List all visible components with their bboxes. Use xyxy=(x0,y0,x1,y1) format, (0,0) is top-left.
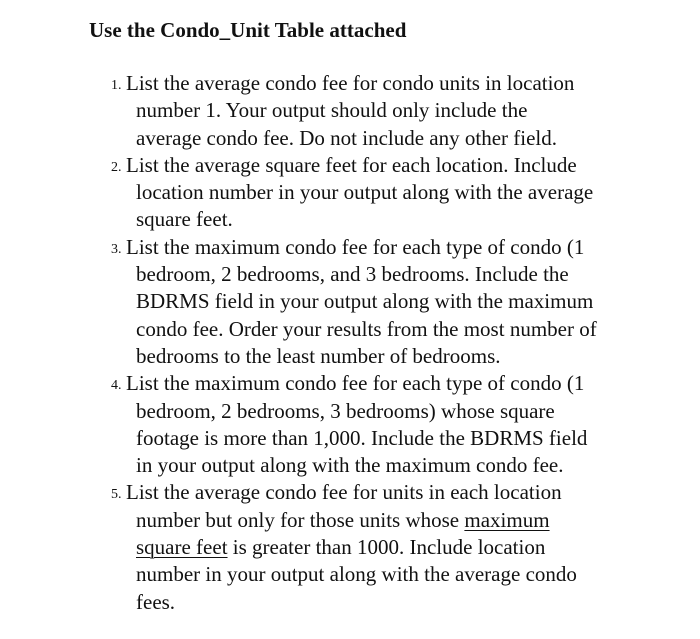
question-line xyxy=(136,534,660,561)
question-item-1 xyxy=(0,70,660,152)
question-item-3 xyxy=(0,234,660,370)
question-line: List the maximum condo fee for each type of condo (1 xyxy=(126,234,585,259)
question-item-5 xyxy=(0,479,660,615)
question-line: number 1. Your output should only include the xyxy=(136,98,528,123)
question-line: BDRMS field in your output along with the maximum xyxy=(136,289,594,314)
document-heading: Use the Condo_Unit Table attached xyxy=(89,18,407,42)
question-line: bedrooms to the least number of bedrooms. xyxy=(136,343,501,368)
question-number: 5. xyxy=(111,487,122,503)
question-text: number but only for those units whose xyxy=(136,507,465,532)
question-line: in your output along with the maximum condo fee. xyxy=(136,453,564,478)
question-list xyxy=(0,70,660,616)
question-number: 1. xyxy=(111,78,122,93)
question-line: List the average condo fee for condo units in location xyxy=(126,71,575,95)
question-line: location number in your output along with the average xyxy=(136,180,594,205)
question-line: bedroom, 2 bedrooms, 3 bedrooms) whose square xyxy=(136,398,555,423)
question-line: fees. xyxy=(136,589,176,614)
question-line: List the average condo fee for units in each location xyxy=(126,480,562,505)
question-item-2 xyxy=(0,152,660,234)
question-line: average condo fee. Do not include any other field. xyxy=(136,125,557,150)
question-line xyxy=(136,507,660,534)
question-line: List the maximum condo fee for each type of condo (1 xyxy=(126,371,585,396)
question-line: number in your output along with the average condo xyxy=(136,562,577,587)
question-item-4 xyxy=(0,370,660,479)
underlined-text: square feet xyxy=(136,535,228,560)
question-line: bedroom, 2 bedrooms, and 3 bedrooms. Include the xyxy=(136,262,569,287)
question-number: 4. xyxy=(111,378,122,394)
question-number: 3. xyxy=(111,241,122,257)
underlined-text: maximum xyxy=(464,507,550,532)
question-line: List the average square feet for each location. Include xyxy=(126,152,577,177)
question-line: condo fee. Order your results from the most number of xyxy=(136,316,597,341)
question-line: footage is more than 1,000. Include the BDRMS field xyxy=(136,425,588,450)
question-number: 2. xyxy=(111,159,122,175)
question-text: is greater than 1000. Include location xyxy=(227,535,546,560)
question-line: square feet. xyxy=(136,207,233,232)
